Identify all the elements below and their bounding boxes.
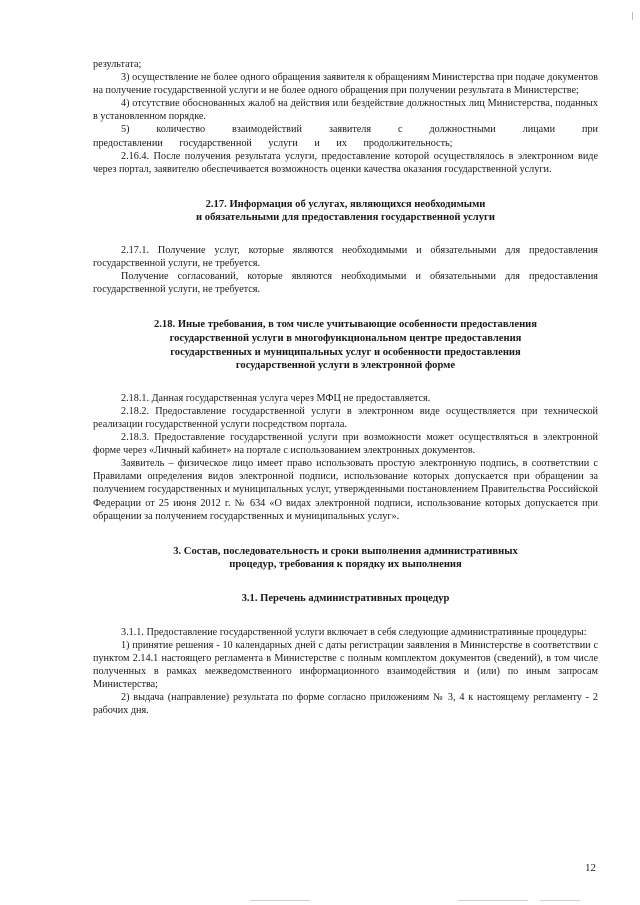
heading-line: государственных и муниципальных услуг и особенности предоставления bbox=[170, 346, 521, 358]
footer-rule bbox=[458, 900, 528, 901]
heading-line: 2.18. Иные требования, в том числе учитывающие особенности предоставления bbox=[153, 319, 538, 331]
paragraph: результата; bbox=[93, 59, 142, 70]
heading-line: государственной услуги в многофункциональном центре предоставления bbox=[169, 333, 522, 344]
footer-rule bbox=[540, 900, 580, 901]
paragraph: 2.17.1. Получение услуг, которые являются необходимыми и обязательными для предоставления государственной услуги, не требуется. bbox=[93, 245, 598, 270]
scan-mark bbox=[632, 12, 633, 20]
paragraph: 5) количество взаимодействий заявителя с должностными лицами при предоставлении государственной услуги и их продолжительность; bbox=[93, 124, 598, 149]
paragraph: 2) выдача (направление) результата по форме согласно приложениям № 3, 4 к настоящему регламенту - 2 рабочих дня. bbox=[93, 691, 598, 717]
document-page bbox=[93, 58, 598, 717]
section-heading-2-17 bbox=[93, 198, 598, 225]
paragraph: 3.1.1. Предоставление государственной услуги включает в себя следующие административные процедуры: bbox=[121, 626, 587, 638]
paragraph: 2.18.1. Данная государственная услуга через МФЦ не предоставляется. bbox=[121, 392, 431, 404]
page-number: 12 bbox=[585, 862, 596, 874]
paragraph: 3) осуществление не более одного обращения заявителя к обращениям Министерства при подаче документов на получение государственной услуги и не более одного обращения при получении результата в Министерстве; bbox=[93, 72, 598, 97]
paragraph: 2.18.3. Предоставление государственной услуги при возможности может осуществляться в электронной форме через «Личный кабинет» на портале с использованием электронных документов. bbox=[93, 432, 598, 457]
heading-line: 2.17. Информация об услугах, являющихся необходимыми bbox=[205, 198, 486, 210]
heading-line: процедур, требования к порядку их выполнения bbox=[229, 559, 462, 571]
paragraph: Заявитель – физическое лицо имеет право использовать простую электронную подпись, в соответствии с Правилами определения видов электронной подписи, использование которых допускается при обращении за получением государственных и муниципальных услуг, утвержденными постановлением Правительства Российской Федерации от 25 июня 2012 г. № 634 «О видах электронной подписи, использование которых допускается при обращении за получением государственных и муниципальных услуг». bbox=[93, 458, 598, 522]
heading-line: и обязательными для предоставления государственной услуги bbox=[196, 212, 495, 224]
section-heading-3-1: 3.1. Перечень административных процедур bbox=[241, 592, 450, 604]
paragraph: 2.16.4. После получения результата услуги, предоставление которой осуществлялось в электронном виде через портал, заявителю обеспечивается возможность оценки качества оказания государственной услуги. bbox=[93, 150, 598, 175]
paragraph: 2.18.2. Предоставление государственной услуги в электронном виде осуществляется при технической реализации государственной услуги посредством портала. bbox=[93, 405, 598, 430]
section-heading-2-18 bbox=[93, 318, 598, 372]
section-heading-3 bbox=[93, 545, 598, 572]
heading-line: 3. Состав, последовательность и сроки выполнения административных bbox=[173, 545, 518, 557]
paragraph: Получение согласований, которые являются необходимыми и обязательными для предоставления государственной услуги, не требуется. bbox=[93, 271, 598, 296]
footer-rule bbox=[250, 900, 310, 901]
paragraph: 1) принятие решения - 10 календарных дней с даты регистрации заявления в Министерстве в соответствии с пунктом 2.14.1 настоящего регламента в Министерстве с полным комплектом документов (сведений), в том числе полученных в рамках межведомственного информационного взаимодействия и (или) по иным запросам Министерства; bbox=[93, 639, 598, 690]
heading-line: государственной услуги в электронной форме bbox=[235, 360, 456, 372]
paragraph: 4) отсутствие обоснованных жалоб на действия или бездействие должностных лиц Министерства, поданных в установленном порядке. bbox=[93, 98, 598, 123]
